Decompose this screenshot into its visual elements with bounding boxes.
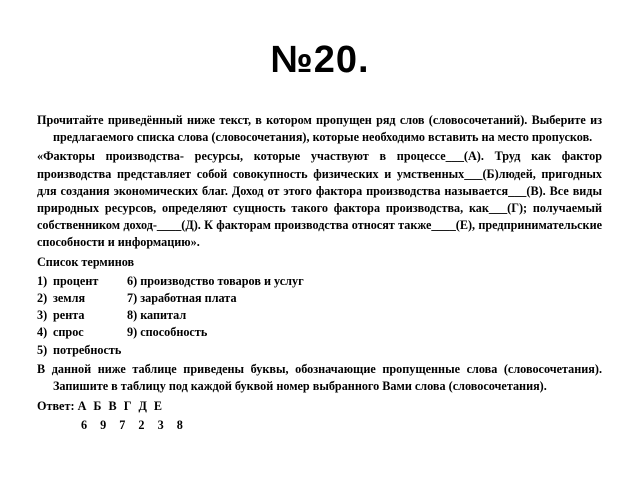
terms-label: Список терминов: [37, 254, 135, 269]
page-title: №20.: [270, 39, 370, 81]
term-left: земля: [53, 291, 86, 306]
term-right: 6) производство товаров и услуг: [127, 273, 304, 288]
answer-label: Ответ:: [37, 399, 75, 414]
terms-list: [37, 273, 602, 359]
task-content: [37, 112, 602, 435]
term-right: 7) заработная плата: [127, 291, 237, 306]
table-instruction: В данной ниже таблице приведены буквы, обозначающие пропущенные слова (словосочетания). Запишите в таблицу под каждой буквой номер выбранного Вами слова (словосочетания).: [37, 361, 602, 393]
task-instruction: Прочитайте приведённый ниже текст, в котором пропущен ряд слов (словосочетаний). Выберите из предлагаемого списка слова (словосочетания), которые необходимо вставить на место пропусков.: [37, 113, 602, 145]
term-row: [37, 307, 602, 324]
term-number: 3): [37, 308, 48, 323]
task-passage: «Факторы производства- ресурсы, которые участвуют в процессе___(А). Труд как фактор производства представляет собой совокупность физических и умственных___(Б)людей, пригодных для создания экономических благ. Доход от этого фактора производства называется___(В). Все виды природных ресурсов, определяют сущность такого фактора производства, как___(Г); получаемый собственником доход-____(Д). К факторам производства относят также____(Е), предпринимательские способности и информацию».: [37, 149, 602, 250]
term-right: 8) капитал: [127, 308, 187, 323]
term-row: [37, 273, 602, 290]
term-right: 9) способность: [127, 325, 208, 340]
term-left: потребность: [53, 342, 122, 357]
answer-letters: А Б В Г Д Е: [77, 399, 165, 414]
term-number: 5): [37, 342, 48, 357]
term-left: рента: [53, 308, 85, 323]
term-row: [37, 290, 602, 307]
term-number: 1): [37, 273, 48, 288]
answer-header: [37, 398, 602, 415]
term-row: [37, 324, 602, 341]
term-number: 2): [37, 291, 48, 306]
term-left: процент: [53, 273, 99, 288]
answer-values: 6 9 7 2 3 8: [81, 418, 188, 433]
term-row: [37, 342, 602, 359]
term-left: спрос: [53, 325, 84, 340]
term-number: 4): [37, 325, 48, 340]
